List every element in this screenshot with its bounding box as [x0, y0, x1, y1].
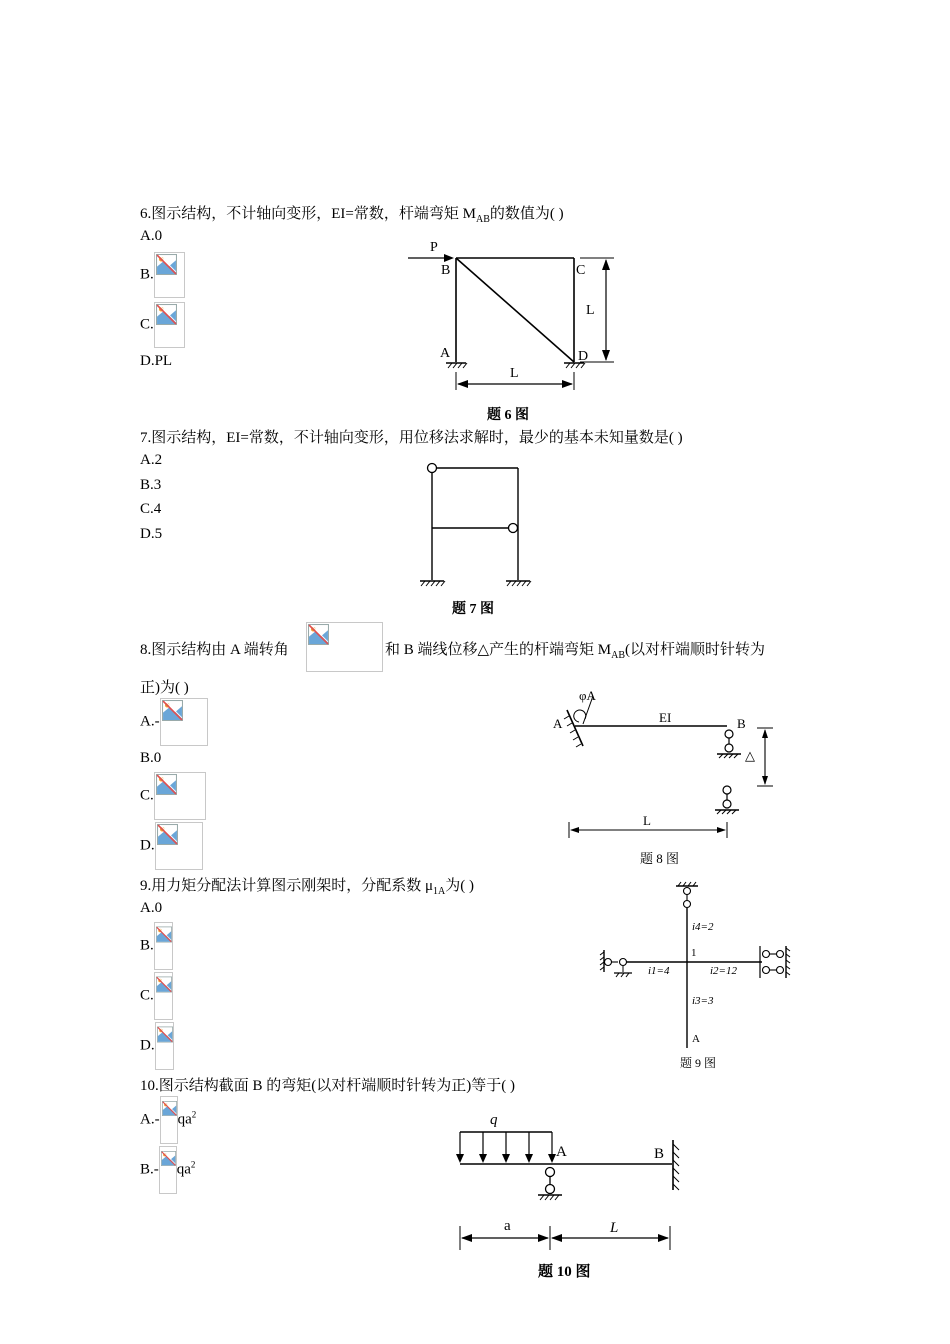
- q8-stem-part3: (以对杆端顺时针转为: [625, 642, 766, 658]
- q10-option-a[interactable]: [140, 1096, 196, 1144]
- label-A: A: [440, 346, 451, 361]
- q6-figure-caption: 题 6 图: [487, 408, 529, 423]
- label-B: B: [737, 716, 746, 731]
- q8-option-c[interactable]: [140, 772, 206, 820]
- q7-option-a[interactable]: A.2: [140, 452, 163, 468]
- question-7-stem: 7.图示结构，EI=常数，不计轴向变形，用位移法求解时，最少的基本未知量数是( ): [140, 430, 683, 446]
- q6-stem-sub: AB: [475, 214, 490, 225]
- label-EI: EI: [659, 710, 672, 725]
- broken-image-icon: [160, 1096, 178, 1144]
- q8-figure: [545, 686, 785, 846]
- q6-option-b[interactable]: [140, 252, 185, 298]
- q9-stem-sub: 1A: [433, 886, 446, 897]
- q9-option-a[interactable]: A.0: [140, 900, 163, 916]
- broken-image-icon: [155, 822, 203, 870]
- label-A: A: [692, 1033, 700, 1045]
- label-L-horizontal: L: [510, 366, 519, 381]
- q10-option-a-suffix: qa: [177, 1111, 192, 1128]
- q9-option-c-label: C.: [140, 987, 154, 1004]
- broken-image-icon: [306, 622, 383, 672]
- broken-image-icon: [154, 252, 185, 298]
- broken-image-icon: [160, 698, 208, 746]
- q10-option-a-label: A.-: [140, 1111, 160, 1128]
- broken-image-icon: [154, 972, 173, 1020]
- q8-figure-caption: 题 8 图: [640, 851, 680, 866]
- label-D: D: [578, 349, 589, 364]
- label-phiA: φA: [579, 688, 596, 703]
- q6-stem-text: 6.图示结构，不计轴向变形，EI=常数，杆端弯矩 M: [140, 206, 476, 222]
- label-L-vertical: L: [586, 303, 595, 318]
- label-node-1: 1: [691, 947, 697, 959]
- q8-option-c-label: C.: [140, 787, 154, 804]
- broken-image-icon: [154, 302, 185, 348]
- q10-option-b-suffix: qa: [176, 1161, 191, 1178]
- q9-figure: [596, 880, 796, 1056]
- label-B: B: [654, 1146, 665, 1162]
- q7-option-d[interactable]: D.5: [140, 526, 163, 542]
- q6-option-b-label: B.: [140, 266, 154, 283]
- q10-option-b-sup: 2: [190, 1159, 196, 1170]
- label-B: B: [441, 263, 451, 278]
- q8-stem-part2: 和 B 端线位移△产生的杆端弯矩 M: [385, 642, 612, 658]
- q10-figure: [448, 1104, 698, 1256]
- question-6-stem: [140, 202, 564, 225]
- q8-option-d[interactable]: [140, 822, 203, 870]
- broken-image-icon: [154, 772, 206, 820]
- q7-option-b[interactable]: B.3: [140, 477, 162, 493]
- label-i3: i3=3: [692, 995, 714, 1007]
- q6-option-c-label: C.: [140, 316, 154, 333]
- q9-stem-text: 9.用力矩分配法计算图示刚架时，分配系数 μ: [140, 878, 434, 894]
- q9-option-b[interactable]: [140, 922, 173, 970]
- q9-stem-suffix: 为( ): [445, 878, 475, 894]
- label-A: A: [556, 1144, 567, 1160]
- q7-figure-caption: 题 7 图: [452, 602, 494, 617]
- q8-option-d-label: D.: [140, 837, 155, 854]
- label-q: q: [490, 1112, 498, 1128]
- q6-option-d[interactable]: D.PL: [140, 353, 173, 369]
- question-8-stem-cont: [385, 638, 765, 661]
- broken-image-icon: [155, 1022, 174, 1070]
- q8-option-a-label: A.-: [140, 713, 160, 730]
- label-delta: △: [745, 748, 755, 763]
- q7-option-c[interactable]: C.4: [140, 501, 162, 517]
- q9-option-c[interactable]: [140, 972, 173, 1020]
- q6-option-c[interactable]: [140, 302, 185, 348]
- q9-option-b-label: B.: [140, 937, 154, 954]
- q7-figure: [410, 456, 550, 596]
- label-i4: i4=2: [692, 921, 714, 933]
- label-L: L: [610, 1220, 619, 1236]
- broken-image-icon: [159, 1146, 177, 1194]
- q9-option-d[interactable]: [140, 1022, 174, 1070]
- question-8-stem: [140, 638, 289, 659]
- label-P: P: [430, 240, 438, 255]
- q10-figure-caption: 题 10 图: [538, 1264, 591, 1280]
- label-i1: i1=4: [648, 965, 670, 977]
- q8-stem-sub: AB: [611, 650, 626, 661]
- question-9-stem: [140, 874, 474, 897]
- q10-option-b[interactable]: [140, 1146, 195, 1194]
- q8-option-a[interactable]: [140, 698, 208, 746]
- question-8-stem-line2: 正)为( ): [140, 680, 189, 696]
- q6-option-a[interactable]: A.0: [140, 228, 163, 244]
- label-i2: i2=12: [710, 965, 737, 977]
- q10-option-a-sup: 2: [191, 1109, 197, 1120]
- label-A: A: [553, 716, 563, 731]
- q6-figure: [400, 234, 640, 404]
- q9-option-d-label: D.: [140, 1037, 155, 1054]
- question-10-stem: 10.图示结构截面 B 的弯矩(以对杆端顺时针转为正)等于( ): [140, 1078, 515, 1094]
- label-a: a: [504, 1218, 511, 1234]
- q9-figure-caption: 题 9 图: [680, 1056, 717, 1070]
- q8-stem-part1: 8.图示结构由 A 端转角: [140, 642, 289, 658]
- q8-option-b[interactable]: B.0: [140, 750, 162, 766]
- q10-option-b-label: B.-: [140, 1161, 159, 1178]
- label-L: L: [643, 813, 651, 828]
- label-C: C: [576, 263, 586, 278]
- q6-stem-suffix: 的数值为( ): [489, 206, 564, 222]
- broken-image-icon: [154, 922, 173, 970]
